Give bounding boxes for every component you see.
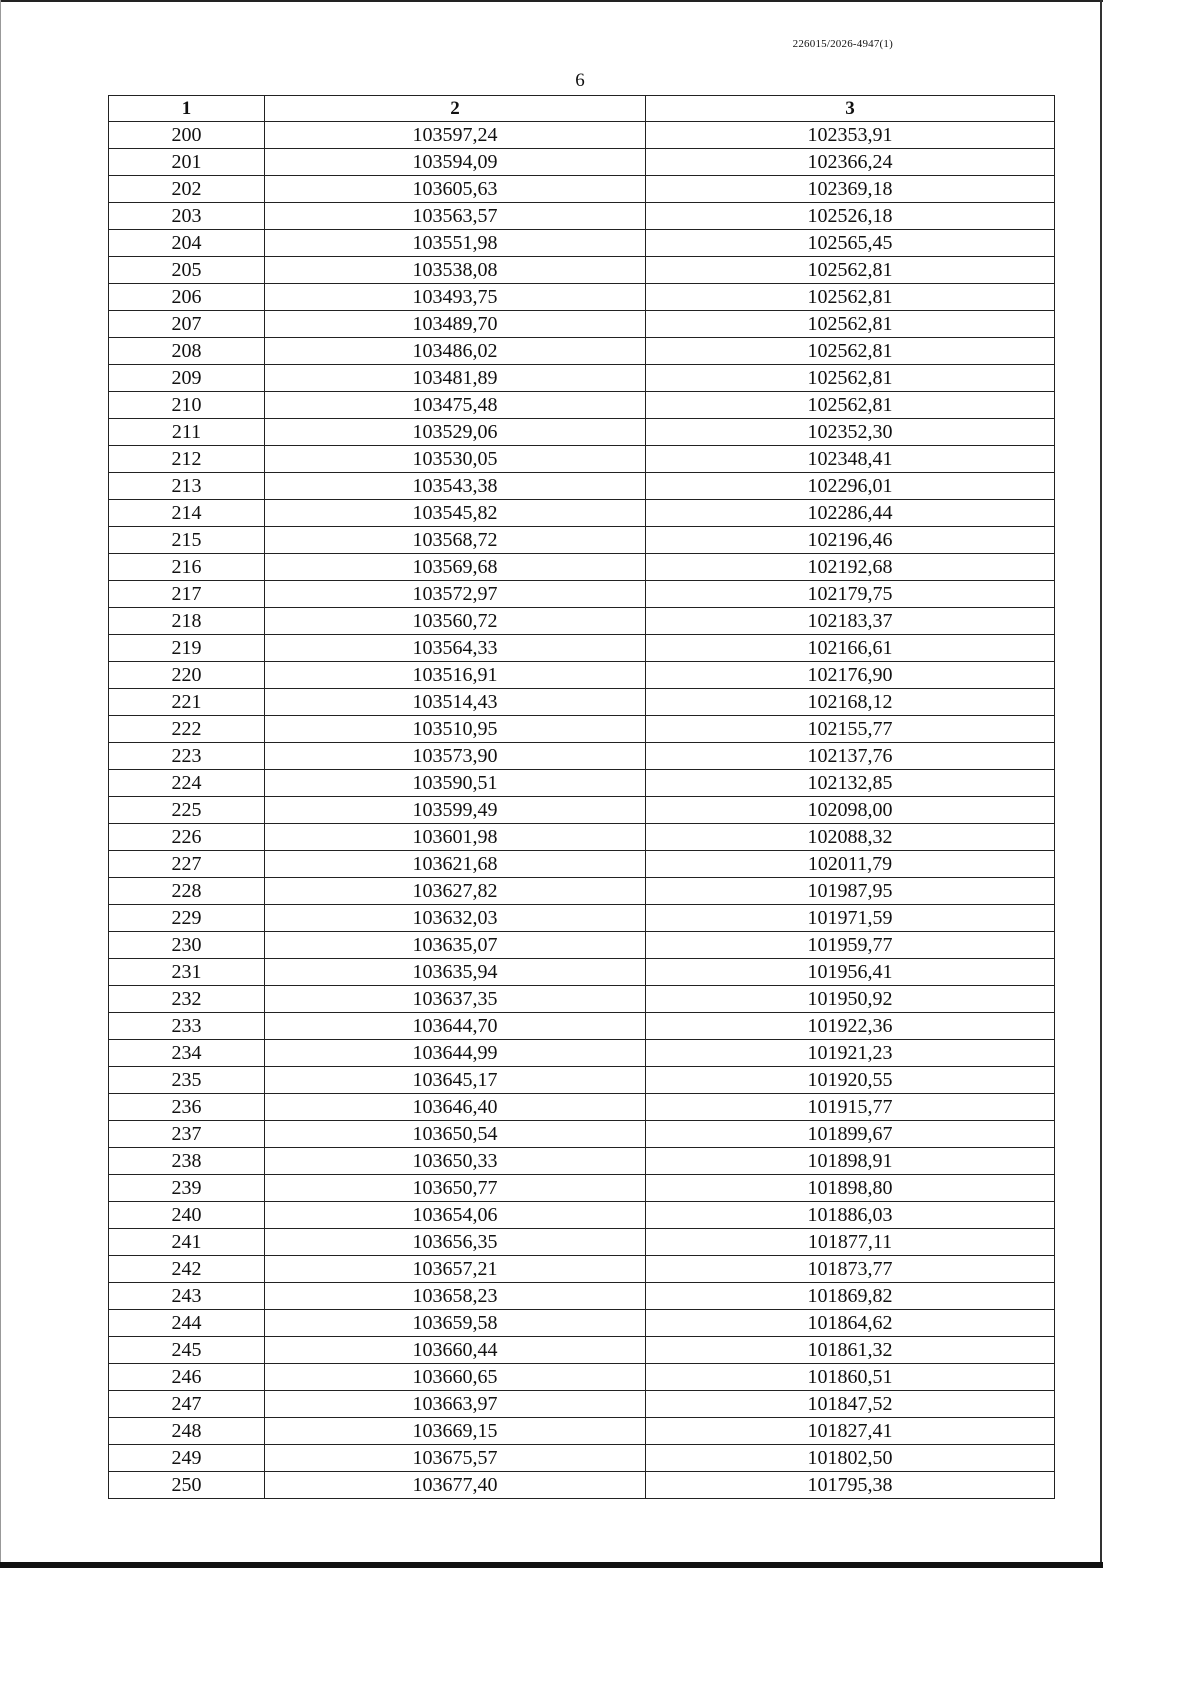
coordinate-x-cell: 103597,24 <box>265 122 646 149</box>
coordinate-x-cell: 103669,15 <box>265 1418 646 1445</box>
document-code: 226015/2026-4947(1) <box>792 38 893 50</box>
point-number-cell: 247 <box>109 1391 265 1418</box>
coordinate-y-cell: 102526,18 <box>646 203 1055 230</box>
coordinate-x-cell: 103590,51 <box>265 770 646 797</box>
coordinate-x-cell: 103529,06 <box>265 419 646 446</box>
coordinate-y-cell: 102179,75 <box>646 581 1055 608</box>
coordinate-y-cell: 102155,77 <box>646 716 1055 743</box>
coordinate-y-cell: 101956,41 <box>646 959 1055 986</box>
coordinate-x-cell: 103659,58 <box>265 1310 646 1337</box>
coordinate-x-cell: 103543,38 <box>265 473 646 500</box>
point-number-cell: 201 <box>109 149 265 176</box>
point-number-cell: 231 <box>109 959 265 986</box>
coordinate-y-cell: 102196,46 <box>646 527 1055 554</box>
coordinate-y-cell: 101873,77 <box>646 1256 1055 1283</box>
scan-right-edge <box>1100 0 1102 1568</box>
table-row <box>109 689 1055 716</box>
coordinate-x-cell: 103645,17 <box>265 1067 646 1094</box>
coordinate-y-cell: 101860,51 <box>646 1364 1055 1391</box>
point-number-cell: 225 <box>109 797 265 824</box>
coordinate-x-cell: 103675,57 <box>265 1445 646 1472</box>
column-header-3: 3 <box>646 96 1055 122</box>
table-row <box>109 1121 1055 1148</box>
coordinate-x-cell: 103650,77 <box>265 1175 646 1202</box>
point-number-cell: 219 <box>109 635 265 662</box>
point-number-cell: 228 <box>109 878 265 905</box>
point-number-cell: 203 <box>109 203 265 230</box>
coordinate-x-cell: 103644,70 <box>265 1013 646 1040</box>
coordinate-x-cell: 103572,97 <box>265 581 646 608</box>
point-number-cell: 250 <box>109 1472 265 1499</box>
table-row <box>109 311 1055 338</box>
coordinate-y-cell: 102352,30 <box>646 419 1055 446</box>
coordinate-x-cell: 103627,82 <box>265 878 646 905</box>
coordinate-y-cell: 102137,76 <box>646 743 1055 770</box>
point-number-cell: 241 <box>109 1229 265 1256</box>
coordinate-y-cell: 102348,41 <box>646 446 1055 473</box>
point-number-cell: 211 <box>109 419 265 446</box>
table-row <box>109 1445 1055 1472</box>
scan-bottom-edge <box>0 1562 1103 1568</box>
point-number-cell: 214 <box>109 500 265 527</box>
table-row <box>109 824 1055 851</box>
coordinate-y-cell: 102369,18 <box>646 176 1055 203</box>
table-row <box>109 1229 1055 1256</box>
coordinate-y-cell: 102088,32 <box>646 824 1055 851</box>
point-number-cell: 245 <box>109 1337 265 1364</box>
table-row <box>109 392 1055 419</box>
coordinates-table <box>108 95 1055 1499</box>
point-number-cell: 223 <box>109 743 265 770</box>
coordinate-y-cell: 101802,50 <box>646 1445 1055 1472</box>
point-number-cell: 209 <box>109 365 265 392</box>
point-number-cell: 202 <box>109 176 265 203</box>
coordinate-x-cell: 103573,90 <box>265 743 646 770</box>
table-row <box>109 986 1055 1013</box>
point-number-cell: 230 <box>109 932 265 959</box>
coordinate-y-cell: 102562,81 <box>646 284 1055 311</box>
table-body <box>109 122 1055 1499</box>
table-row <box>109 797 1055 824</box>
coordinate-x-cell: 103560,72 <box>265 608 646 635</box>
column-header-2: 2 <box>265 96 646 122</box>
coordinate-y-cell: 102562,81 <box>646 392 1055 419</box>
coordinate-x-cell: 103569,68 <box>265 554 646 581</box>
coordinate-y-cell: 101869,82 <box>646 1283 1055 1310</box>
table-row <box>109 1472 1055 1499</box>
table-row <box>109 1310 1055 1337</box>
point-number-cell: 205 <box>109 257 265 284</box>
coordinate-x-cell: 103545,82 <box>265 500 646 527</box>
table-row <box>109 284 1055 311</box>
coordinate-y-cell: 101971,59 <box>646 905 1055 932</box>
table-row <box>109 635 1055 662</box>
table-row <box>109 1175 1055 1202</box>
coordinate-y-cell: 101898,91 <box>646 1148 1055 1175</box>
coordinate-y-cell: 101827,41 <box>646 1418 1055 1445</box>
table-row <box>109 1418 1055 1445</box>
point-number-cell: 242 <box>109 1256 265 1283</box>
table-row <box>109 419 1055 446</box>
coordinate-x-cell: 103568,72 <box>265 527 646 554</box>
coordinate-x-cell: 103475,48 <box>265 392 646 419</box>
table-row <box>109 608 1055 635</box>
coordinate-x-cell: 103660,65 <box>265 1364 646 1391</box>
coordinate-x-cell: 103563,57 <box>265 203 646 230</box>
coordinate-x-cell: 103564,33 <box>265 635 646 662</box>
point-number-cell: 240 <box>109 1202 265 1229</box>
coordinate-x-cell: 103646,40 <box>265 1094 646 1121</box>
coordinate-y-cell: 101861,32 <box>646 1337 1055 1364</box>
point-number-cell: 208 <box>109 338 265 365</box>
table-row <box>109 662 1055 689</box>
coordinate-x-cell: 103650,33 <box>265 1148 646 1175</box>
coordinate-y-cell: 101950,92 <box>646 986 1055 1013</box>
coordinate-y-cell: 101864,62 <box>646 1310 1055 1337</box>
table-row <box>109 932 1055 959</box>
point-number-cell: 234 <box>109 1040 265 1067</box>
coordinate-x-cell: 103538,08 <box>265 257 646 284</box>
table-row <box>109 446 1055 473</box>
coordinate-x-cell: 103621,68 <box>265 851 646 878</box>
coordinate-y-cell: 101795,38 <box>646 1472 1055 1499</box>
coordinate-y-cell: 101987,95 <box>646 878 1055 905</box>
table-row <box>109 851 1055 878</box>
point-number-cell: 233 <box>109 1013 265 1040</box>
table-row <box>109 1283 1055 1310</box>
coordinate-x-cell: 103644,99 <box>265 1040 646 1067</box>
coordinate-y-cell: 101877,11 <box>646 1229 1055 1256</box>
coordinate-y-cell: 102166,61 <box>646 635 1055 662</box>
coordinate-y-cell: 102353,91 <box>646 122 1055 149</box>
point-number-cell: 224 <box>109 770 265 797</box>
coordinate-y-cell: 101920,55 <box>646 1067 1055 1094</box>
table-row <box>109 230 1055 257</box>
table-row <box>109 122 1055 149</box>
coordinate-y-cell: 101959,77 <box>646 932 1055 959</box>
point-number-cell: 248 <box>109 1418 265 1445</box>
coordinate-y-cell: 102565,45 <box>646 230 1055 257</box>
point-number-cell: 237 <box>109 1121 265 1148</box>
coordinate-x-cell: 103516,91 <box>265 662 646 689</box>
point-number-cell: 200 <box>109 122 265 149</box>
table-row <box>109 581 1055 608</box>
coordinate-x-cell: 103530,05 <box>265 446 646 473</box>
point-number-cell: 244 <box>109 1310 265 1337</box>
coordinate-x-cell: 103510,95 <box>265 716 646 743</box>
coordinate-y-cell: 102562,81 <box>646 311 1055 338</box>
table-row <box>109 149 1055 176</box>
coordinate-x-cell: 103658,23 <box>265 1283 646 1310</box>
point-number-cell: 220 <box>109 662 265 689</box>
coordinate-x-cell: 103551,98 <box>265 230 646 257</box>
coordinate-y-cell: 102562,81 <box>646 257 1055 284</box>
coordinate-y-cell: 102176,90 <box>646 662 1055 689</box>
coordinate-y-cell: 102562,81 <box>646 338 1055 365</box>
point-number-cell: 243 <box>109 1283 265 1310</box>
point-number-cell: 221 <box>109 689 265 716</box>
table-row <box>109 203 1055 230</box>
coordinate-x-cell: 103601,98 <box>265 824 646 851</box>
coordinate-x-cell: 103635,07 <box>265 932 646 959</box>
page-number: 6 <box>575 70 585 91</box>
coordinate-y-cell: 102132,85 <box>646 770 1055 797</box>
table-row <box>109 1148 1055 1175</box>
coordinate-x-cell: 103657,21 <box>265 1256 646 1283</box>
point-number-cell: 212 <box>109 446 265 473</box>
table-row <box>109 770 1055 797</box>
point-number-cell: 207 <box>109 311 265 338</box>
table-header <box>109 96 1055 122</box>
table-row <box>109 1094 1055 1121</box>
table-row <box>109 1067 1055 1094</box>
coordinate-y-cell: 102366,24 <box>646 149 1055 176</box>
column-header-1: 1 <box>109 96 265 122</box>
point-number-cell: 227 <box>109 851 265 878</box>
coordinate-y-cell: 101915,77 <box>646 1094 1055 1121</box>
table-row <box>109 878 1055 905</box>
table-row <box>109 257 1055 284</box>
table-row <box>109 1337 1055 1364</box>
point-number-cell: 246 <box>109 1364 265 1391</box>
coordinate-x-cell: 103493,75 <box>265 284 646 311</box>
table-row <box>109 1202 1055 1229</box>
point-number-cell: 249 <box>109 1445 265 1472</box>
point-number-cell: 222 <box>109 716 265 743</box>
coordinate-x-cell: 103632,03 <box>265 905 646 932</box>
coordinate-y-cell: 102183,37 <box>646 608 1055 635</box>
coordinate-y-cell: 101898,80 <box>646 1175 1055 1202</box>
coordinate-x-cell: 103677,40 <box>265 1472 646 1499</box>
point-number-cell: 218 <box>109 608 265 635</box>
table-row <box>109 716 1055 743</box>
coordinate-x-cell: 103481,89 <box>265 365 646 392</box>
point-number-cell: 232 <box>109 986 265 1013</box>
coordinate-x-cell: 103635,94 <box>265 959 646 986</box>
table-row <box>109 338 1055 365</box>
coordinate-x-cell: 103599,49 <box>265 797 646 824</box>
coordinate-x-cell: 103650,54 <box>265 1121 646 1148</box>
point-number-cell: 238 <box>109 1148 265 1175</box>
scan-left-edge <box>0 0 1 1568</box>
point-number-cell: 204 <box>109 230 265 257</box>
point-number-cell: 239 <box>109 1175 265 1202</box>
table-row <box>109 743 1055 770</box>
coordinate-y-cell: 102011,79 <box>646 851 1055 878</box>
coordinate-x-cell: 103489,70 <box>265 311 646 338</box>
table-row <box>109 1364 1055 1391</box>
coordinate-y-cell: 102296,01 <box>646 473 1055 500</box>
point-number-cell: 206 <box>109 284 265 311</box>
coordinate-y-cell: 102286,44 <box>646 500 1055 527</box>
point-number-cell: 216 <box>109 554 265 581</box>
coordinate-x-cell: 103594,09 <box>265 149 646 176</box>
coordinate-y-cell: 102168,12 <box>646 689 1055 716</box>
coordinate-x-cell: 103637,35 <box>265 986 646 1013</box>
table-row <box>109 473 1055 500</box>
table-row <box>109 1256 1055 1283</box>
point-number-cell: 210 <box>109 392 265 419</box>
table-row <box>109 1013 1055 1040</box>
coordinate-x-cell: 103654,06 <box>265 1202 646 1229</box>
point-number-cell: 226 <box>109 824 265 851</box>
scan-top-edge <box>0 0 1103 2</box>
table-row <box>109 905 1055 932</box>
table-row <box>109 176 1055 203</box>
coordinate-y-cell: 101847,52 <box>646 1391 1055 1418</box>
point-number-cell: 235 <box>109 1067 265 1094</box>
point-number-cell: 236 <box>109 1094 265 1121</box>
coordinate-y-cell: 102562,81 <box>646 365 1055 392</box>
point-number-cell: 215 <box>109 527 265 554</box>
table-row <box>109 959 1055 986</box>
table-row <box>109 365 1055 392</box>
coordinate-x-cell: 103605,63 <box>265 176 646 203</box>
coordinate-y-cell: 101899,67 <box>646 1121 1055 1148</box>
table-row <box>109 527 1055 554</box>
table-header-row <box>109 96 1055 122</box>
coordinate-y-cell: 101922,36 <box>646 1013 1055 1040</box>
coordinate-x-cell: 103486,02 <box>265 338 646 365</box>
coordinate-y-cell: 102192,68 <box>646 554 1055 581</box>
table-row <box>109 554 1055 581</box>
coordinate-x-cell: 103663,97 <box>265 1391 646 1418</box>
coordinate-x-cell: 103656,35 <box>265 1229 646 1256</box>
point-number-cell: 229 <box>109 905 265 932</box>
coordinate-x-cell: 103514,43 <box>265 689 646 716</box>
point-number-cell: 213 <box>109 473 265 500</box>
point-number-cell: 217 <box>109 581 265 608</box>
table-row <box>109 1391 1055 1418</box>
coordinate-y-cell: 101921,23 <box>646 1040 1055 1067</box>
coordinate-x-cell: 103660,44 <box>265 1337 646 1364</box>
coordinate-y-cell: 101886,03 <box>646 1202 1055 1229</box>
table-row <box>109 500 1055 527</box>
table-row <box>109 1040 1055 1067</box>
coordinate-y-cell: 102098,00 <box>646 797 1055 824</box>
